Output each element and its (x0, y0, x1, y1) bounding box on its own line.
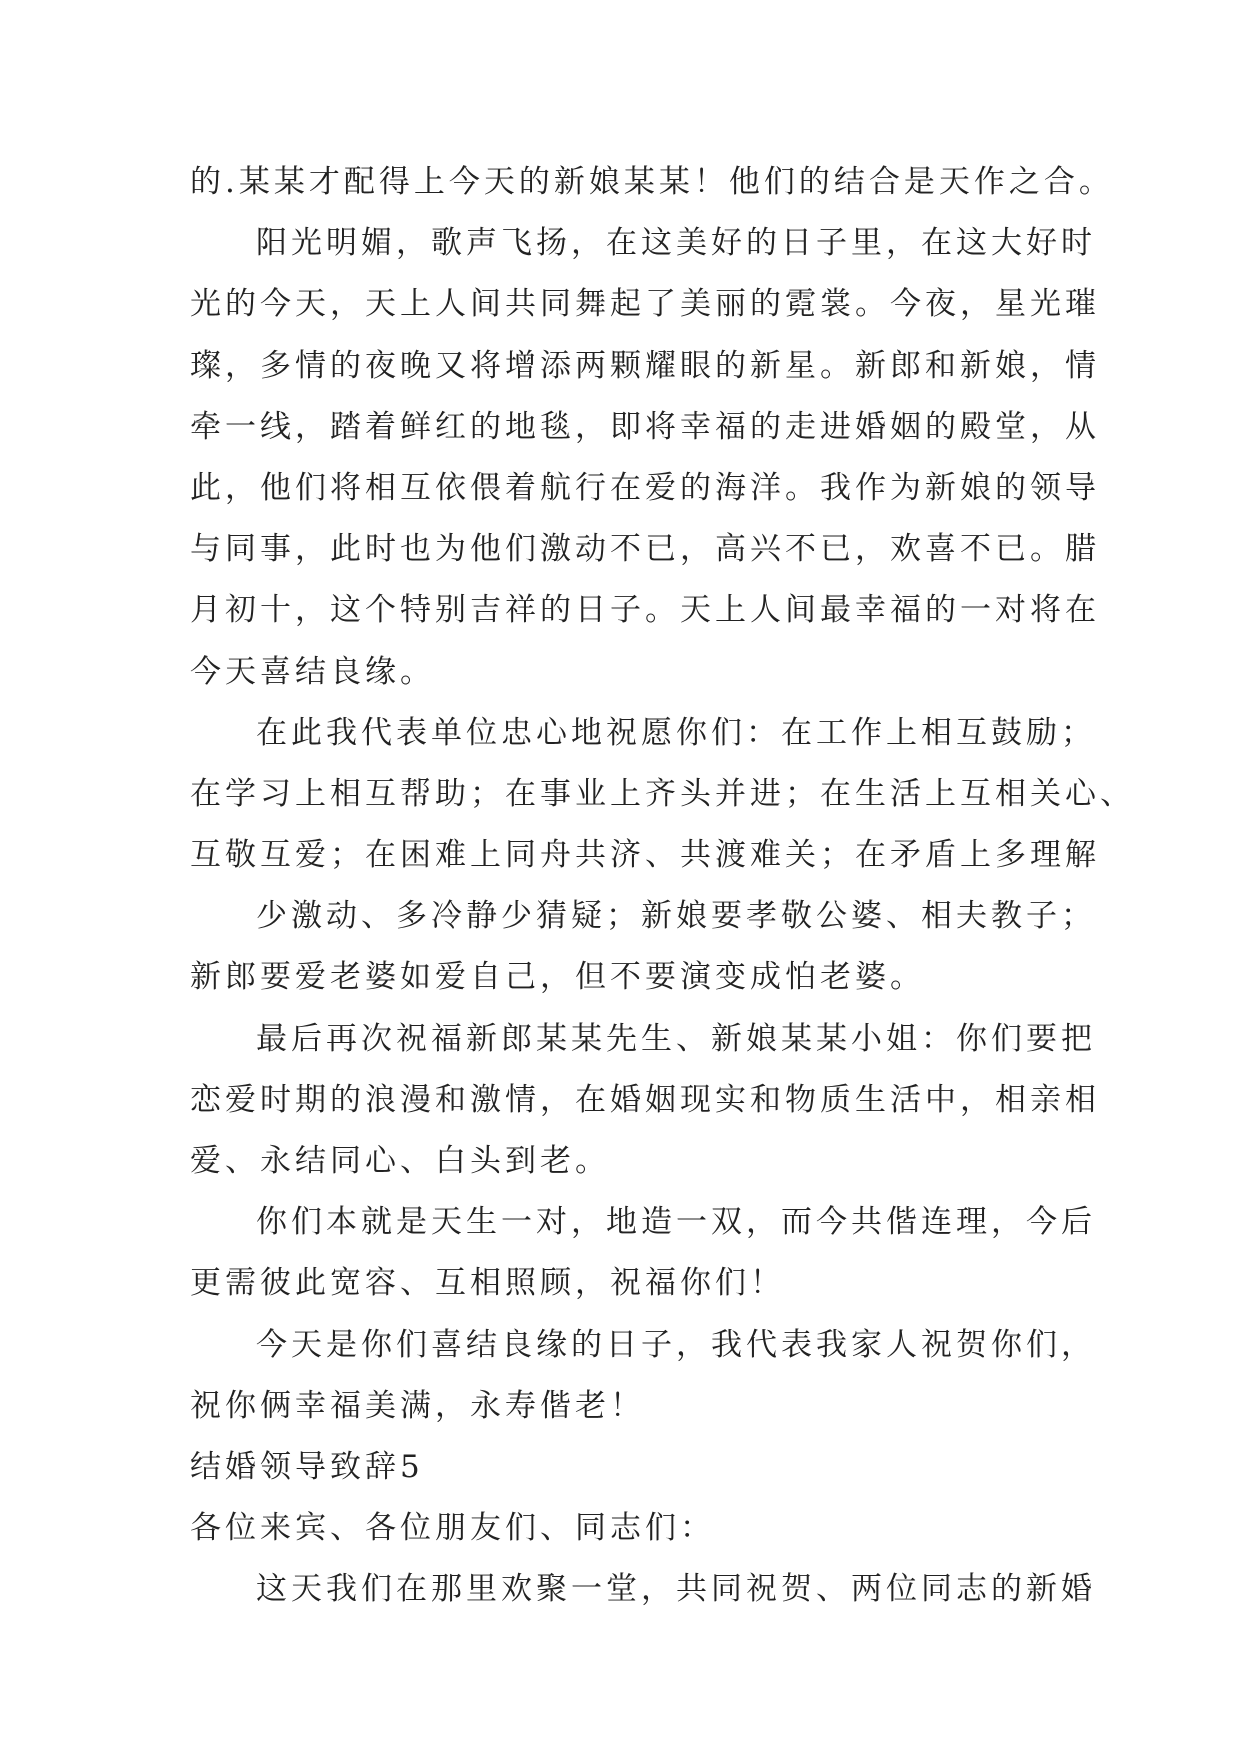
text-line: 阳光明媚，歌声飞扬，在这美好的日子里，在这大好时 (256, 225, 1096, 262)
salutation-line: 各位来宾、各位朋友们、同志们： (190, 1510, 715, 1547)
text-line: 今天喜结良缘。 (190, 653, 435, 690)
text-line: 恋爱时期的浪漫和激情，在婚姻现实和物质生活中，相亲相 (190, 1081, 1100, 1118)
document-body (190, 152, 1135, 1621)
text-line: 与同事，此时也为他们激动不已，高兴不已，欢喜不已。腊 (190, 531, 1100, 568)
text-line: 你们本就是天生一对，地造一双，而今共偕连理，今后 (256, 1204, 1096, 1241)
text-line: 牵一线，踏着鲜红的地毯，即将幸福的走进婚姻的殿堂，从 (190, 408, 1100, 445)
text-line: 璨，多情的夜晚又将增添两颗耀眼的新星。新郎和新娘，情 (190, 347, 1100, 384)
section-heading: 结婚领导致辞5 (190, 1448, 424, 1485)
text-line: 在学习上相互帮助；在事业上齐头并进；在生活上互相关心、 (190, 775, 1135, 812)
text-line: 最后再次祝福新郎某某先生、新娘某某小姐：你们要把 (256, 1020, 1096, 1057)
text-line: 祝你俩幸福美满，永寿偕老！ (190, 1387, 645, 1424)
text-line: 月初十，这个特别吉祥的日子。天上人间最幸福的一对将在 (190, 592, 1100, 629)
text-line: 的.某某才配得上今天的新娘某某！他们的结合是天作之合。 (190, 164, 1114, 200)
text-line: 这天我们在那里欢聚一堂，共同祝贺、两位同志的新婚 (256, 1571, 1096, 1608)
text-line: 在此我代表单位忠心地祝愿你们：在工作上相互鼓励； (256, 714, 1096, 751)
text-line: 今天是你们喜结良缘的日子，我代表我家人祝贺你们， (256, 1326, 1096, 1363)
text-line: 此，他们将相互依偎着航行在爱的海洋。我作为新娘的领导 (190, 469, 1100, 506)
text-line: 少激动、多冷静少猜疑；新娘要孝敬公婆、相夫教子； (256, 898, 1096, 935)
text-line: 新郎要爱老婆如爱自己，但不要演变成怕老婆。 (190, 959, 925, 996)
text-line: 爱、永结同心、白头到老。 (190, 1143, 610, 1179)
text-line: 更需彼此宽容、互相照顾，祝福你们！ (190, 1265, 785, 1302)
text-line: 互敬互爱；在困难上同舟共济、共渡难关；在矛盾上多理解 (190, 837, 1100, 874)
text-line: 光的今天，天上人间共同舞起了美丽的霓裳。今夜，星光璀 (190, 286, 1100, 323)
